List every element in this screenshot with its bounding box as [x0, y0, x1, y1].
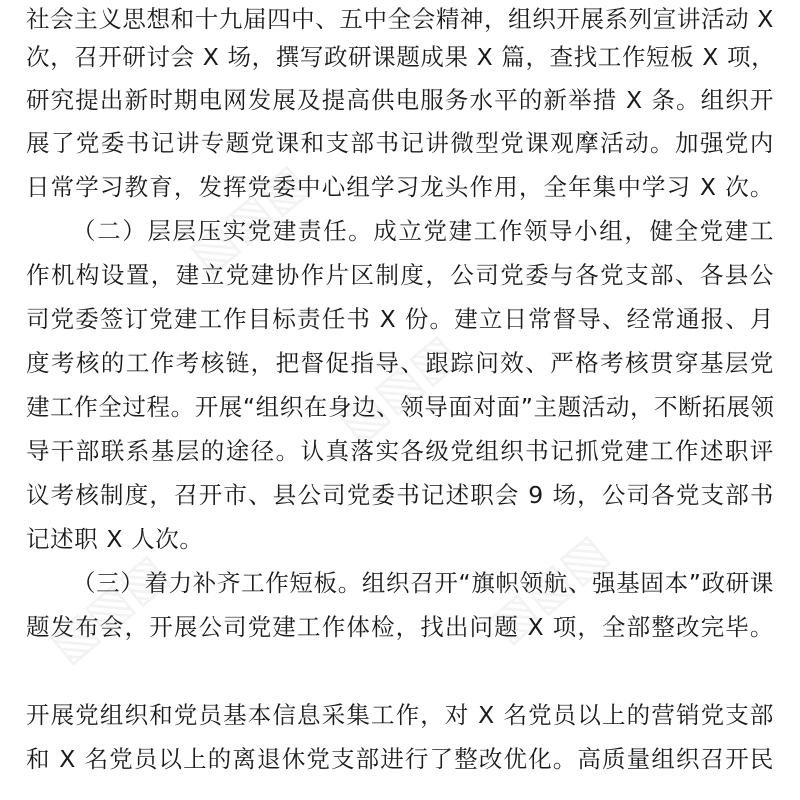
paragraph-1-line-5: 日常学习教育，发挥党委中心组学习龙头作用，全年集中学习 X 次。 — [26, 173, 774, 201]
paragraph-4-line-2: 和 X 名党员以上的离退休党支部进行了整改优化。高质量组织召开民 — [26, 745, 774, 773]
paragraph-2-line-6: 导干部联系基层的途径。认真落实各级党组织书记抓党建工作述职评 — [26, 437, 774, 465]
paragraph-3-line-1: （三）着力补齐工作短板。组织召开“旗帜领航、强基固本”政研课 — [72, 569, 774, 597]
watermark-stamp: ▧▧▧ — [477, 522, 619, 654]
paragraph-2-line-8: 记述职 X 人次。 — [26, 525, 204, 553]
paragraph-2-line-4: 度考核的工作考核链，把督促指导、跟踪问效、严格考核贯穿基层党 — [26, 349, 774, 377]
paragraph-2-line-2: 作机构设置，建立党建协作片区制度，公司党委与各党支部、各县公 — [26, 261, 774, 289]
watermark-stamp: ▧▧▧ — [177, 152, 319, 284]
paragraph-2-line-7: 议考核制度，召开市、县公司党委书记述职会 9 场，公司各党支部书 — [26, 481, 774, 509]
watermark-stamp: ▧▧▧ — [327, 322, 469, 454]
paragraph-2-line-5: 建工作全过程。开展“组织在身边、领导面对面”主题活动，不断拓展领 — [26, 393, 775, 421]
paragraph-1-line-1: 社会主义思想和十九届四中、五中全会精神，组织开展系列宣讲活动 X — [26, 5, 774, 33]
paragraph-1-line-3: 研究提出新时期电网发展及提高供电服务水平的新举措 X 条。组织开 — [26, 86, 774, 114]
paragraph-1-line-2: 次，召开研讨会 X 场，撰写政研课题成果 X 篇，查找工作短板 X 项， — [26, 43, 776, 71]
paragraph-2-line-3: 司党委签订党建工作目标责任书 X 份。建立日常督导、经常通报、月 — [26, 305, 774, 333]
paragraph-1-line-4: 展了党委书记讲专题党课和支部书记讲微型党课观摩活动。加强党内 — [26, 129, 774, 157]
paragraph-2-line-1: （二）层层压实党建责任。成立党建工作领导小组，健全党建工 — [72, 217, 774, 245]
watermark-stamp: ▧▧▧ — [37, 542, 179, 674]
paragraph-3-line-2: 题发布会，开展公司党建工作体检，找出问题 X 项，全部整改完毕。 — [26, 613, 774, 641]
paragraph-4-line-1: 开展党组织和党员基本信息采集工作，对 X 名党员以上的营销党支部 — [26, 701, 774, 729]
